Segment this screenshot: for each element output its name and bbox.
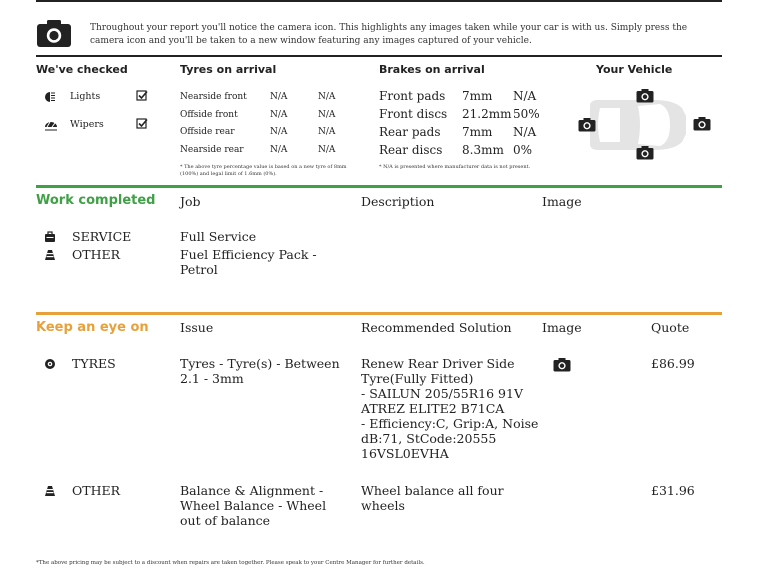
- brakes-table: [379, 89, 549, 161]
- wiper-icon: [44, 119, 58, 131]
- keep-solution: Renew Rear Driver Side Tyre(Fully Fitted) - SAILUN 205/55R16 91V ATREZ ELITE2 B71CA - Efficiency:C, Grip:A, Noise dB:71, StCode:20555 16VSL0EVHA: [361, 356, 539, 461]
- front-right-camera-icon[interactable]: [693, 116, 711, 131]
- work-job: Fuel Efficiency Pack - Petrol: [180, 247, 317, 277]
- tyre-value-b: N/A: [318, 109, 336, 120]
- tyre-value-a: N/A: [270, 144, 288, 155]
- checked-item-label: Wipers: [70, 119, 104, 130]
- work-col-job: Job: [180, 194, 201, 209]
- brakes-row: [379, 143, 549, 161]
- keep-row: [44, 483, 724, 533]
- keep-solution: Wheel balance all four wheels: [361, 483, 504, 513]
- work-category: SERVICE: [72, 229, 132, 244]
- checked-item-wipers: [44, 118, 154, 146]
- service-icon: [44, 231, 56, 243]
- checked-title: We've checked: [36, 63, 128, 76]
- checked-item-lights: [44, 90, 154, 118]
- tyres-row: [180, 145, 350, 163]
- intro-text: Throughout your report you'll notice the camera icon. This highlights any images taken while your car is with us. Simply press the camera icon and you'll be taken to a new window featuring any images captured of your vehicle.: [90, 23, 688, 46]
- tyre-position: Offside front: [180, 109, 238, 120]
- tyre-value-b: N/A: [318, 144, 336, 155]
- keep-quote: £31.96: [651, 483, 695, 498]
- work-job: Full Service: [180, 229, 257, 244]
- tyre-value-a: N/A: [270, 127, 288, 137]
- work-title: Work completed: [36, 193, 156, 208]
- keep-category: OTHER: [72, 483, 121, 498]
- brake-part: Rear pads: [379, 125, 441, 139]
- brake-value-b: N/A: [513, 89, 537, 103]
- tyre-value-b: N/A: [318, 127, 336, 137]
- tyre-value-a: N/A: [270, 92, 288, 102]
- brake-value-a: 21.2mm: [462, 107, 512, 121]
- tyres-title: Tyres on arrival: [180, 63, 277, 76]
- keep-col-quote: Quote: [651, 320, 690, 335]
- work-col-image: Image: [542, 194, 582, 209]
- keep-col-image: Image: [542, 320, 582, 335]
- other-icon: [44, 249, 56, 261]
- keep-issue: Tyres - Tyre(s) - Between 2.1 - 3mm: [180, 356, 340, 386]
- keep-col-solution: Recommended Solution: [361, 320, 512, 335]
- brakes-row: [379, 89, 549, 107]
- brake-part: Front discs: [379, 107, 448, 121]
- brakes-title: Brakes on arrival: [379, 63, 485, 76]
- vehicle-diagram: [576, 86, 716, 164]
- brake-value-a: 7mm: [462, 89, 493, 103]
- tyres-row: [180, 92, 350, 110]
- work-category: OTHER: [72, 247, 121, 262]
- intro-rule: [36, 55, 722, 57]
- brake-part: Front pads: [379, 89, 446, 103]
- keep-row: [44, 356, 724, 461]
- work-rule: [36, 185, 722, 188]
- brake-part: Rear discs: [379, 143, 443, 157]
- top-rule: [36, 0, 722, 2]
- tyres-table: [180, 92, 350, 162]
- brakes-note: * N/A is presented where manufacturer data is not present.: [379, 164, 531, 170]
- front-left-camera-icon[interactable]: [636, 88, 654, 103]
- tyre-value-a: N/A: [270, 109, 288, 120]
- vehicle-title: Your Vehicle: [596, 63, 673, 76]
- tyre-position: Nearside front: [180, 92, 247, 102]
- tyre-icon: [44, 358, 56, 370]
- keep-quote: £86.99: [651, 356, 695, 371]
- lightbulb-icon: [44, 91, 56, 103]
- footer-note: *The above pricing may be subject to a discount when repairs are taken together. Please speak to your Centre Manager for further details.: [36, 560, 425, 566]
- keep-category: TYRES: [72, 356, 116, 371]
- check-icon: [136, 118, 148, 130]
- tyres-note: * The above tyre percentage value is based on a new tyre of 8mm (100%) and legal limit of 1.6mm (0%).: [180, 164, 347, 177]
- intro-camera-icon[interactable]: [36, 18, 72, 48]
- check-icon: [136, 90, 148, 102]
- brake-value-b: N/A: [513, 125, 537, 139]
- brake-value-a: 8.3mm: [462, 143, 504, 157]
- keep-rule: [36, 312, 722, 315]
- keep-col-issue: Issue: [180, 320, 214, 335]
- brake-value-b: 50%: [513, 107, 540, 121]
- work-col-description: Description: [361, 194, 435, 209]
- other-icon: [44, 485, 56, 497]
- tyres-row: [180, 127, 350, 145]
- work-row: [44, 247, 724, 281]
- brakes-row: [379, 125, 549, 143]
- checked-list: [44, 90, 154, 146]
- brakes-row: [379, 107, 549, 125]
- work-row: [44, 229, 724, 247]
- brake-value-b: 0%: [513, 143, 533, 157]
- checked-item-label: Lights: [70, 91, 101, 102]
- tyres-row: [180, 110, 350, 128]
- tyre-position: Nearside rear: [180, 144, 244, 155]
- keep-title: Keep an eye on: [36, 320, 149, 335]
- brake-value-a: 7mm: [462, 125, 493, 139]
- rear-right-camera-icon[interactable]: [636, 145, 654, 160]
- keep-issue: Balance & Alignment - Wheel Balance - Wheel out of balance: [180, 483, 327, 528]
- tyre-position: Offside rear: [180, 127, 235, 137]
- rear-left-camera-icon[interactable]: [578, 117, 596, 132]
- issue-camera-icon[interactable]: [553, 357, 571, 372]
- tyre-value-b: N/A: [318, 92, 336, 102]
